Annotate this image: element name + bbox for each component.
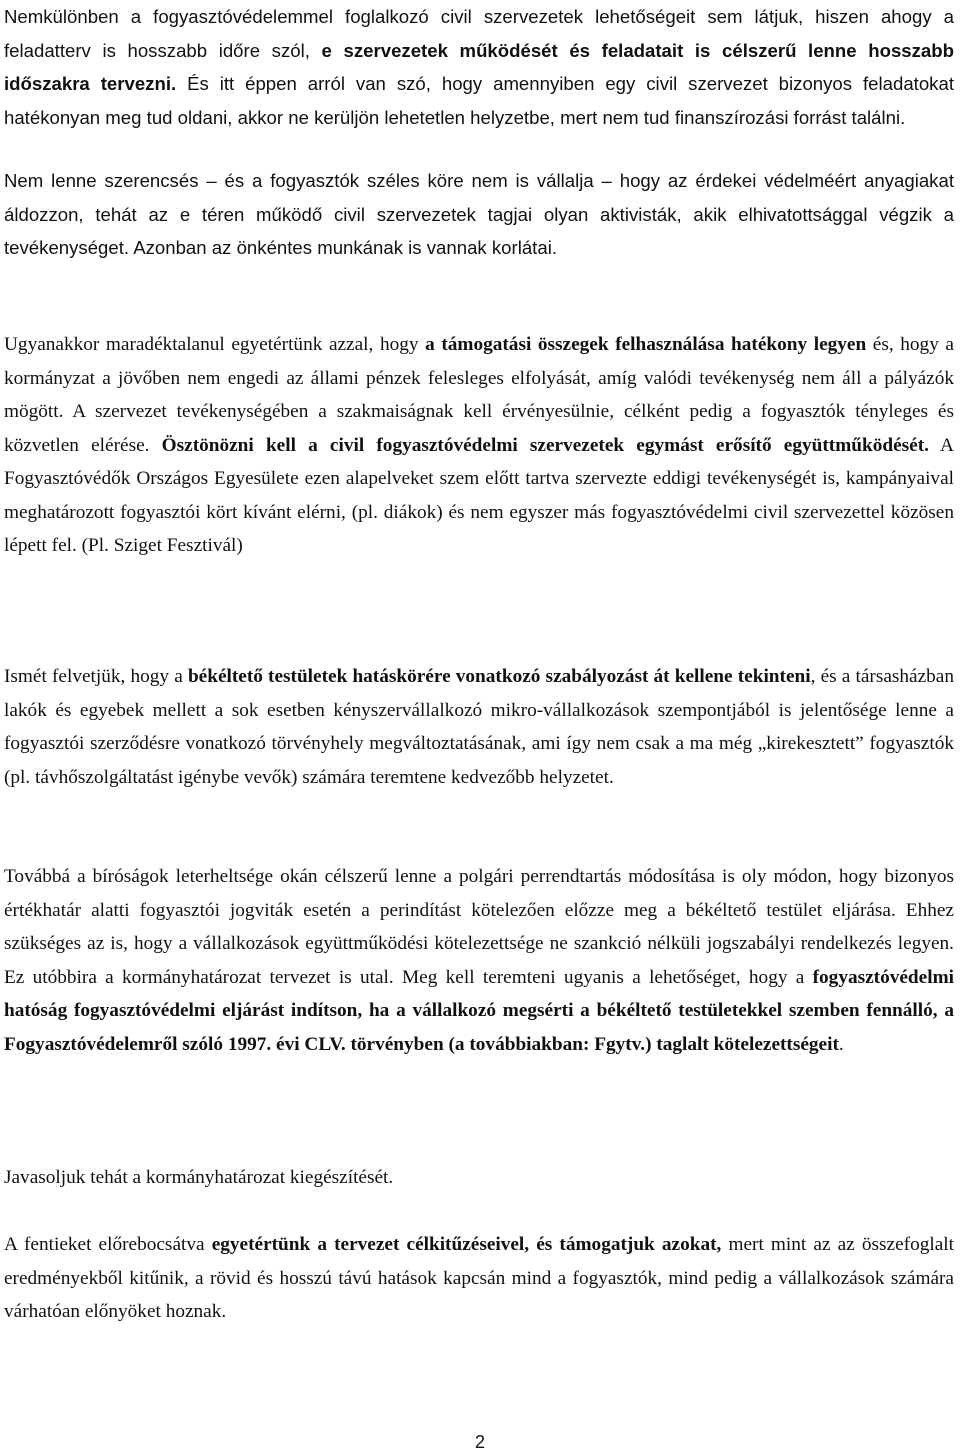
text-run: , és a társasházban lakók és egyebek mellett a sok esetben kényszervállalkozó mikro-vállalkozások szempontjából is jelentősége lenne a fogyasztói szerződésre vonatkozó törvényhely megváltoztatásának, ami így nem csak a ma még „kirekesztett” fogyasztók (pl. távhőszolgáltatást igénybe vevők) számára teremtene kedvezőbb helyzetet. (4, 666, 954, 788)
text-run: És itt éppen arról van szó, hogy amennyiben egy civil szervezet bizonyos feladatokat hatékonyan meg tud oldani, akkor ne kerüljön lehetetlen helyzetbe, mert nem tud finanszírozási forrást találni. (4, 73, 954, 128)
text-run: Továbbá a bíróságok leterheltsége okán célszerű lenne a polgári perrendtartás módosítása is oly módon, hogy bizonyos értékhatár alatti fogyasztói jogviták esetén a perindítást kötelezően előzze meg a békéltető testület eljárása. Ehhez szükséges az is, hogy a vállalkozások együttműködési kötelezettsége ne szankció nélküli jogszabályi rendelkezés legyen. Ez utóbbira a kormányhatározat tervezet is utal. Meg kell teremteni ugyanis a lehetőséget, hogy a (4, 866, 954, 988)
paragraph-volunteer-limits (4, 164, 954, 265)
text-run: mert mint az az összefoglalt eredményekből kitűnik, a rövid és hosszú távú hatások kapcsán mind a fogyasztók, mind pedig a vállalkozások számára várhatóan előnyöket hoznak. (4, 1234, 954, 1322)
text-run: A fentieket előrebocsátva (4, 1234, 212, 1255)
paragraph-court-procedure (4, 860, 954, 1061)
text-run: Nem lenne szerencsés – és a fogyasztók széles köre nem is vállalja – hogy az érdekei védelméért anyagiakat áldozzon, tehát az e téren működő civil szervezetek tagjai olyan aktivisták, akik elhivatottsággal végzik a tevékenységet. Azonban az önkéntes munkának is vannak korlátai. (4, 170, 954, 258)
emphasis-run: egyetértünk a tervezet célkitűzéseivel, és támogatjuk azokat, (211, 1234, 722, 1255)
text-run: Nemkülönben a fogyasztóvédelemmel foglalkozó civil szervezetek lehetőségeit sem látjuk, hiszen ahogy a feladatterv is hosszabb időre szól, (4, 6, 954, 61)
page-number: 2 (474, 1432, 485, 1452)
text-run: Ismét felvetjük, hogy a (4, 666, 188, 687)
paragraph-support-efficiency (4, 328, 954, 563)
paragraph-arbitration-boards (4, 660, 954, 794)
text-run: A Fogyasztóvédők Országos Egyesülete ezen alapelveket szem előtt tartva szervezte eddigi tevékenységét is, kampányaival meghatározott fogyasztói kört kívánt elérni, (pl. diákok) és nem egyszer más fogyasztóvédelmi civil szervezettel közösen lépett fel. (Pl. Sziget Fesztivál) (4, 434, 954, 556)
text-run: Ugyanakkor maradéktalanul egyetértünk azzal, hogy (4, 334, 426, 355)
paragraph-civil-organizations (4, 0, 954, 134)
paragraph-conclusion (4, 1228, 954, 1329)
emphasis-run: a támogatási összegek felhasználása hatékony legyen (425, 334, 867, 355)
emphasis-run: békéltető testületek hatáskörére vonatkozó szabályozást át kellene tekinteni (187, 666, 811, 687)
text-run: Javasoljuk tehát a kormányhatározat kiegészítését. (4, 1167, 394, 1188)
emphasis-run: Ösztönözni kell a civil fogyasztóvédelmi szervezetek egymást erősítő együttműködését. (161, 434, 929, 456)
text-run: és, hogy a kormányzat a jövőben nem engedi az állami pénzek felesleges elfolyását, amíg valódi tevékenység nem áll a pályázók mögött. A szervezet tevékenységében a szakmaiságnak kell érvényesülnie, célként pedig a fogyasztók tényleges és közvetlen elérése. (4, 334, 954, 456)
paragraph-proposal (4, 1161, 954, 1195)
text-run: . (838, 1033, 844, 1055)
emphasis-run: fogyasztóvédelmi hatóság fogyasztóvédelmi eljárást indítson, ha a vállalkozó megsérti a békéltető testületekkel szemben fennálló, a Fogyasztóvédelemről szóló 1997. évi CLV. törvényben (a továbbiakban: Fgytv.) taglalt kötelezettségeit (4, 966, 954, 1055)
emphasis-run: e szervezetek működését és feladatait is célszerű lenne hosszabb időszakra tervezni. (4, 39, 954, 94)
